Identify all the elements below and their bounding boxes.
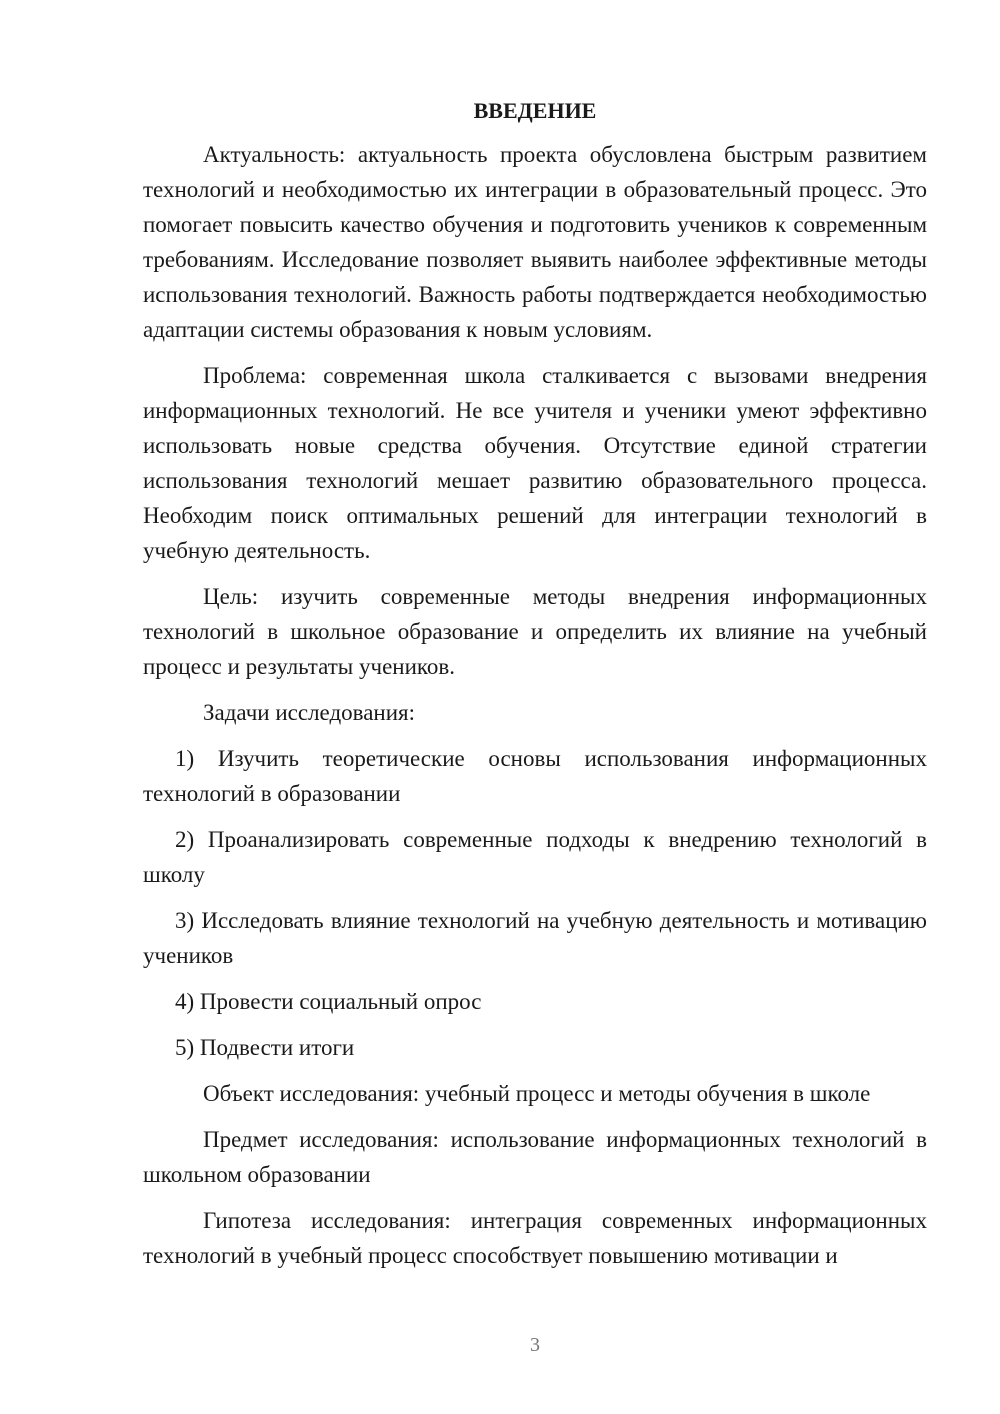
task-item-3: 3) Исследовать влияние технологий на учебную деятельность и мотивацию учеников bbox=[143, 908, 927, 968]
tasks-heading: Задачи исследования: bbox=[203, 700, 416, 725]
research-object-paragraph: Объект исследования: учебный процесс и методы обучения в школе bbox=[203, 1081, 871, 1106]
page-number: 3 bbox=[530, 1334, 540, 1356]
section-title: ВВЕДЕНИЕ bbox=[473, 98, 597, 123]
hypothesis-paragraph: Гипотеза исследования: интеграция современных информационных технологий в учебный процесс способствует повышению мотивации и bbox=[143, 1208, 927, 1268]
task-item-1: 1) Изучить теоретические основы использования информационных технологий в образовании bbox=[143, 746, 927, 806]
task-item-4: 4) Провести социальный опрос bbox=[175, 989, 482, 1014]
task-item-5: 5) Подвести итоги bbox=[175, 1035, 355, 1060]
task-item-2: 2) Проанализировать современные подходы к внедрению технологий в школу bbox=[143, 827, 927, 887]
goal-paragraph: Цель: изучить современные методы внедрения информационных технологий в школьное образование и определить их влияние на учебный процесс и результаты учеников. bbox=[143, 584, 927, 679]
relevance-paragraph: Актуальность: актуальность проекта обусловлена быстрым развитием технологий и необходимостью их интеграции в образовательный процесс. Это помогает повысить качество обучения и подготовить учеников к современным требованиям. Исследование позволяет выявить наиболее эффективные методы использования технологий. Важность работы подтверждается необходимостью адаптации системы образования к новым условиям. bbox=[143, 142, 927, 342]
research-subject-paragraph: Предмет исследования: использование информационных технологий в школьном образовании bbox=[143, 1127, 927, 1187]
problem-paragraph: Проблема: современная школа сталкивается с вызовами внедрения информационных технологий. Не все учителя и ученики умеют эффективно использовать новые средства обучения. Отсутствие единой стратегии использования технологий мешает развитию образовательного процесса. Необходим поиск оптимальных решений для интеграции технологий в учебную деятельность. bbox=[143, 363, 927, 563]
page-content bbox=[143, 96, 927, 1273]
